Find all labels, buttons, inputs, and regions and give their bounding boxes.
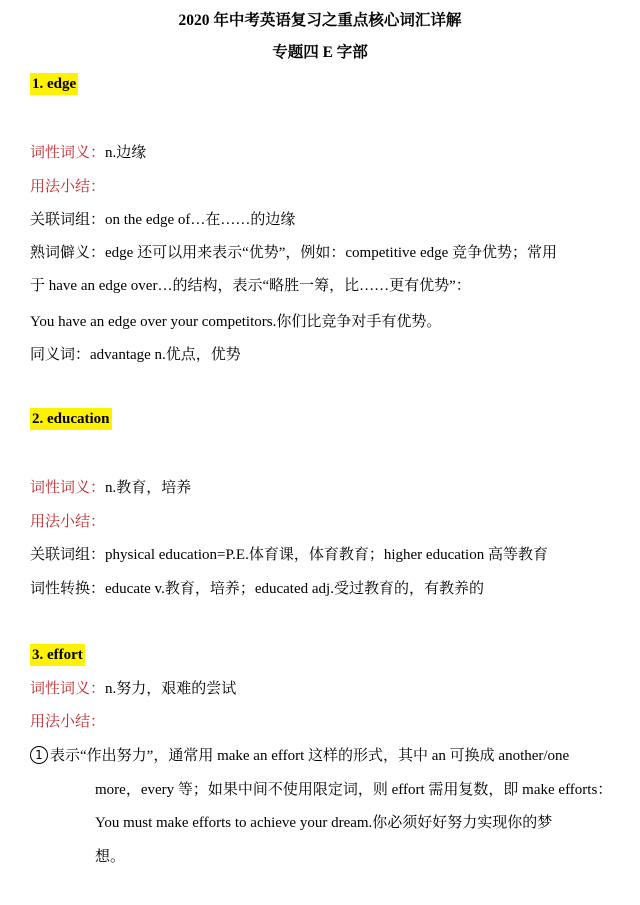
section-heading-edge: 1. edge — [30, 73, 78, 95]
text-line: 词性转换：educate v.教育，培养；educated adj.受过教育的，有教养的 — [30, 581, 484, 597]
text-line — [30, 746, 569, 766]
document-subtitle: 专题四 E 字部 — [272, 44, 368, 61]
text-line: 于 have an edge over…的结构，表示“略胜一筹，比……更有优势”： — [30, 278, 471, 294]
text-line: more，every 等；如果中间不使用限定词，则 effort 需用复数，即 make efforts： — [95, 782, 613, 798]
meaning-text: n.努力，艰难的尝试 — [105, 681, 237, 697]
usage-label: 用法小结： — [30, 514, 106, 530]
section-heading-education: 2. education — [30, 408, 112, 430]
text-line: 想。 — [95, 849, 126, 865]
meaning-label: 词性词义： — [30, 681, 106, 697]
meaning-text: n.教育，培养 — [105, 480, 192, 496]
meaning-line — [30, 143, 146, 163]
text-line: You have an edge over your competitors.你们比竞争对手有优势。 — [30, 314, 442, 330]
text-line: 关联词组：physical education=P.E.体育课，体育教育；higher education 高等教育 — [30, 547, 548, 563]
usage-label: 用法小结： — [30, 714, 106, 730]
text-line: 关联词组：on the edge of…在……的边缘 — [30, 212, 296, 228]
meaning-label: 词性词义： — [30, 145, 106, 161]
meaning-line — [30, 679, 236, 699]
document-title: 2020 年中考英语复习之重点核心词汇详解 — [178, 12, 462, 29]
usage-label: 用法小结： — [30, 179, 106, 195]
meaning-label: 词性词义： — [30, 480, 106, 496]
circled-number: 1 — [30, 746, 48, 764]
meaning-line — [30, 478, 191, 498]
text-line: 熟词僻义：edge 还可以用来表示“优势”，例如：competitive edge 竞争优势；常用 — [30, 245, 558, 261]
text-line: 同义词：advantage n.优点，优势 — [30, 347, 241, 363]
text-content: 表示“作出努力”，通常用 make an effort 这样的形式，其中 an 可换成 another/one — [50, 748, 570, 764]
text-line: You must make efforts to achieve your dream.你必须好好努力实现你的梦 — [95, 815, 553, 831]
section-heading-effort: 3. effort — [30, 644, 85, 666]
meaning-text: n.边缘 — [105, 145, 147, 161]
